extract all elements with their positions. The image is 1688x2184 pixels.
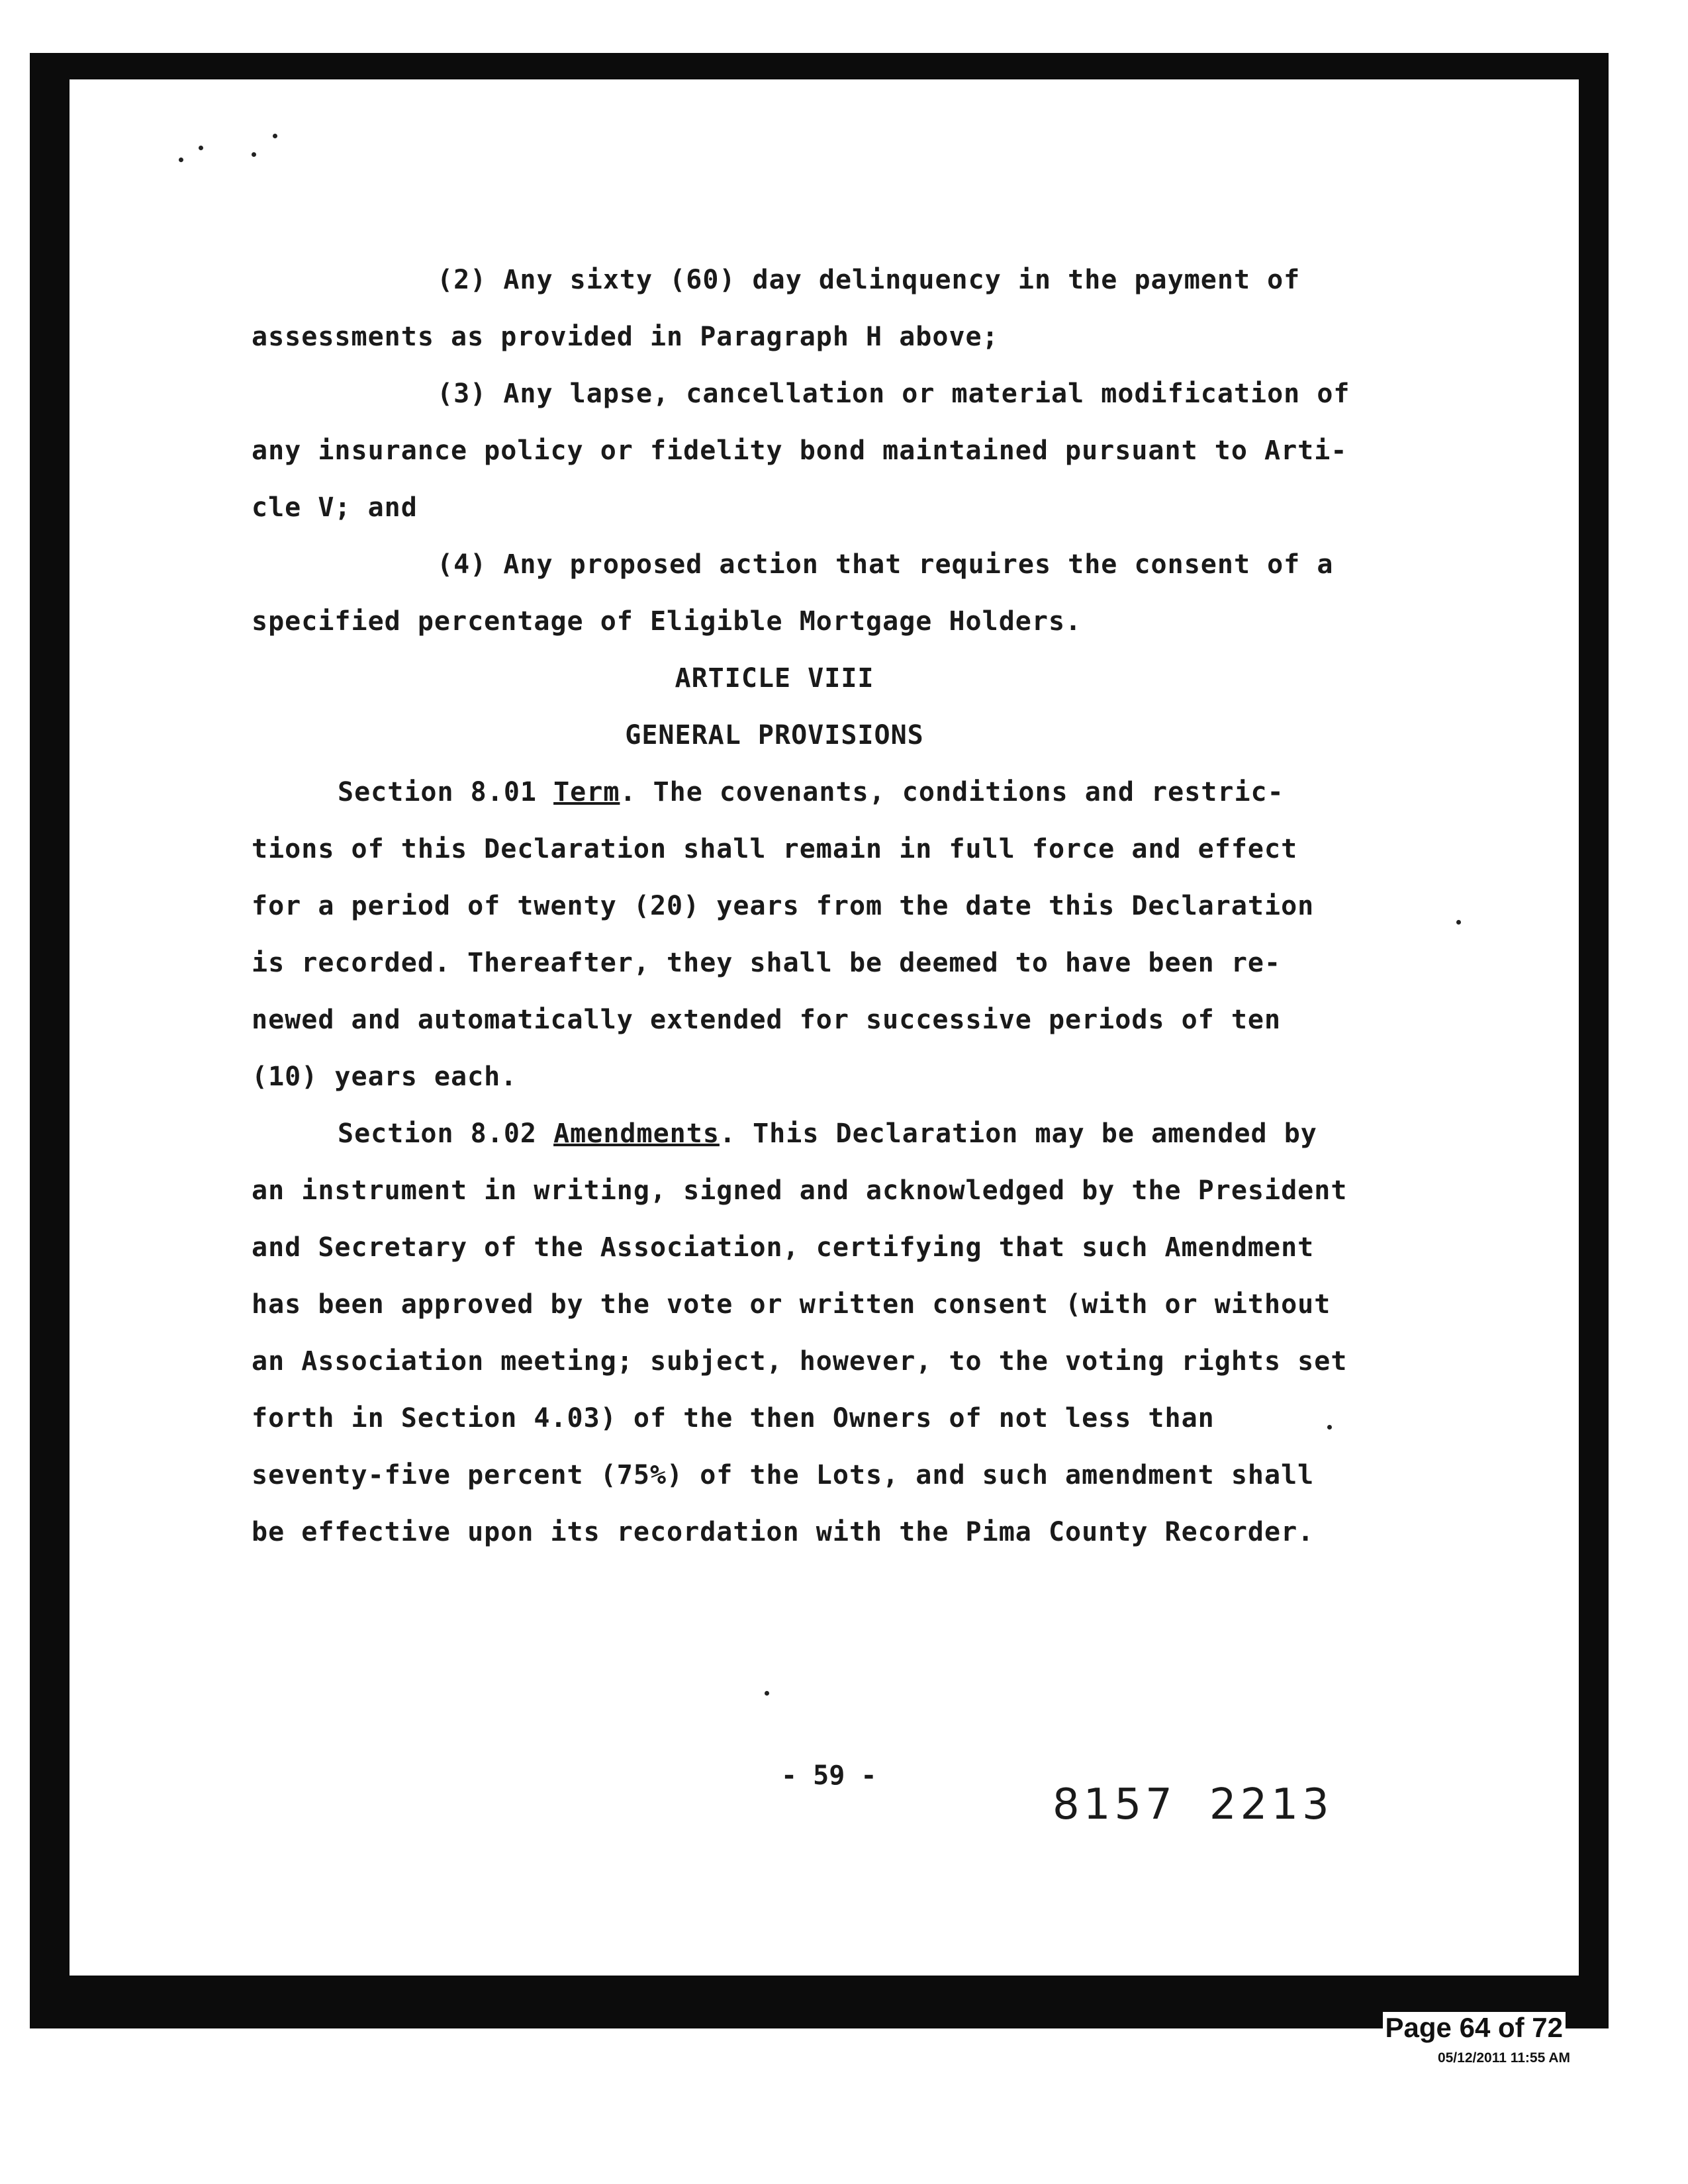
body-line: and Secretary of the Association, certifying that such Amendment bbox=[252, 1232, 1315, 1263]
book-page-number: 2213 bbox=[1209, 1780, 1333, 1829]
document-body bbox=[252, 251, 1456, 1561]
scan-speck bbox=[765, 1691, 769, 1696]
body-line: for a period of twenty (20) years from the date this Declaration bbox=[252, 891, 1315, 921]
section-8-01-first-line bbox=[252, 764, 1456, 821]
body-line: tions of this Declaration shall remain in full force and effect bbox=[252, 834, 1298, 864]
body-line: forth in Section 4.03) of the then Owners of not less than bbox=[252, 1403, 1215, 1433]
body-line: specified percentage of Eligible Mortgage Holders. bbox=[252, 606, 1082, 637]
body-line: has been approved by the vote or written consent (with or without bbox=[252, 1289, 1331, 1320]
body-line: cle V; and bbox=[252, 492, 418, 523]
body-line: (3) Any lapse, cancellation or material modification of bbox=[437, 379, 1350, 409]
scan-speck bbox=[1327, 1425, 1332, 1430]
book-page-stamp bbox=[1053, 1780, 1366, 1829]
scan-speck bbox=[179, 158, 183, 162]
page-number: - 59 - bbox=[781, 1760, 877, 1791]
body-line: seventy-five percent (75%) of the Lots, and such amendment shall bbox=[252, 1460, 1315, 1490]
section-heading: Term bbox=[553, 777, 620, 807]
scan-speck bbox=[199, 146, 203, 150]
scan-speck bbox=[252, 152, 256, 157]
page-of-indicator: Page 64 of 72 bbox=[1383, 2012, 1566, 2044]
body-line: an instrument in writing, signed and acknowledged by the President bbox=[252, 1175, 1348, 1206]
body-line: assessments as provided in Paragraph H above; bbox=[252, 322, 999, 352]
article-title: ARTICLE VIII bbox=[675, 663, 874, 694]
body-line: any insurance policy or fidelity bond maintained pursuant to Arti- bbox=[252, 435, 1348, 466]
section-8-02-first-line bbox=[252, 1105, 1456, 1162]
body-line: (2) Any sixty (60) day delinquency in the payment of bbox=[437, 265, 1301, 295]
body-line: be effective upon its recordation with the Pima County Recorder. bbox=[252, 1517, 1315, 1547]
print-timestamp: 05/12/2011 11:55 AM bbox=[1437, 2050, 1570, 2066]
book-number: 8157 bbox=[1053, 1780, 1176, 1829]
section-label: Section 8.02 bbox=[338, 1118, 537, 1149]
section-label: Section 8.01 bbox=[338, 777, 537, 807]
article-subtitle: GENERAL PROVISIONS bbox=[625, 720, 924, 751]
scan-speck bbox=[273, 134, 277, 138]
body-line: newed and automatically extended for successive periods of ten bbox=[252, 1005, 1282, 1035]
body-line: (10) years each. bbox=[252, 1062, 518, 1092]
body-line: (4) Any proposed action that requires the consent of a bbox=[437, 549, 1334, 580]
scan-speck bbox=[1456, 920, 1461, 925]
section-text: . The covenants, conditions and restric- bbox=[620, 777, 1284, 807]
section-heading: Amendments bbox=[553, 1118, 720, 1149]
section-text: . This Declaration may be amended by bbox=[719, 1118, 1317, 1149]
body-line: is recorded. Thereafter, they shall be deemed to have been re- bbox=[252, 948, 1282, 978]
body-line: an Association meeting; subject, however, to the voting rights set bbox=[252, 1346, 1348, 1377]
